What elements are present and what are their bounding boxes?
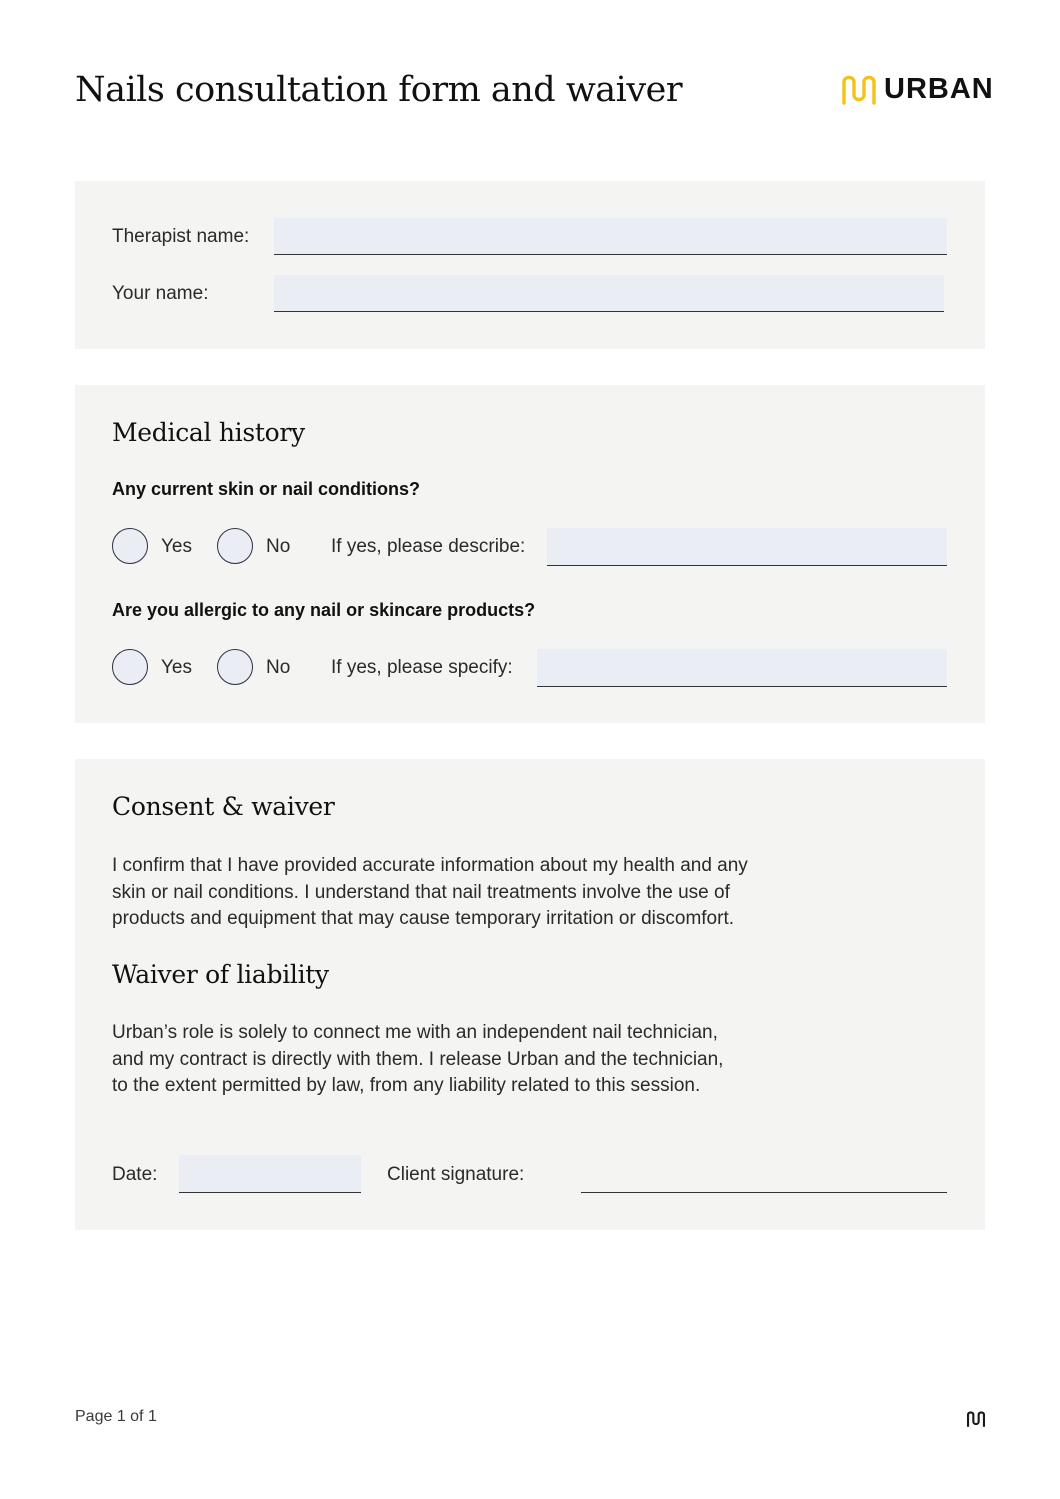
consent-line: products and equipment that may cause temporary irritation or discomfort. (112, 908, 735, 929)
skin-conditions-question: Any current skin or nail conditions? (112, 479, 421, 499)
skin-conditions-no-radio[interactable] (217, 528, 253, 564)
consent-card (75, 759, 985, 1230)
page-number: Page 1 of 1 (75, 1408, 157, 1425)
waiver-line: Urban’s role is solely to connect me with an independent nail technician, (112, 1022, 718, 1043)
date-label: Date: (112, 1164, 158, 1185)
brand-logo (841, 73, 994, 105)
waiver-line: to the extent permitted by law, from any liability related to this session. (112, 1075, 701, 1096)
allergy-no-radio[interactable] (217, 649, 253, 685)
details-card (75, 181, 985, 349)
urban-monogram-icon (841, 73, 877, 105)
consent-line: I confirm that I have provided accurate information about my health and any (112, 855, 748, 876)
urban-monogram-icon (966, 1410, 986, 1427)
waiver-heading: Waiver of liability (112, 960, 329, 989)
your-name-input[interactable] (274, 275, 944, 312)
consent-heading: Consent & waiver (112, 792, 335, 821)
your-name-label: Your name: (112, 283, 209, 304)
skin-conditions-yes-label: Yes (161, 536, 192, 557)
skin-conditions-yes-radio[interactable] (112, 528, 148, 564)
client-signature-label: Client signature: (387, 1164, 525, 1185)
consent-line: skin or nail conditions. I understand that nail treatments involve the use of (112, 881, 730, 903)
skin-conditions-no-label: No (266, 536, 291, 557)
medical-history-heading: Medical history (112, 418, 305, 447)
allergy-yes-label: Yes (161, 657, 192, 678)
date-input[interactable] (179, 1155, 361, 1193)
page-title: Nails consultation form and waiver (75, 70, 683, 110)
specify-input[interactable] (537, 649, 947, 687)
consent-paragraph (112, 853, 812, 933)
allergy-yes-radio[interactable] (112, 649, 148, 685)
therapist-name-label: Therapist name: (112, 226, 250, 247)
waiver-line: and my contract is directly with them. I release Urban and the technician, (112, 1048, 724, 1070)
brand-logo-text: URBAN (884, 72, 994, 105)
specify-label: If yes, please specify: (331, 657, 513, 678)
therapist-name-input[interactable] (274, 218, 947, 255)
waiver-paragraph (112, 1020, 812, 1100)
medical-history-card (75, 385, 985, 723)
footer-logo (966, 1410, 986, 1432)
describe-input[interactable] (547, 528, 947, 566)
describe-label: If yes, please describe: (331, 536, 526, 557)
allergy-question: Are you allergic to any nail or skincare products? (112, 600, 536, 620)
allergy-no-label: No (266, 657, 291, 678)
client-signature-input[interactable] (581, 1155, 947, 1193)
